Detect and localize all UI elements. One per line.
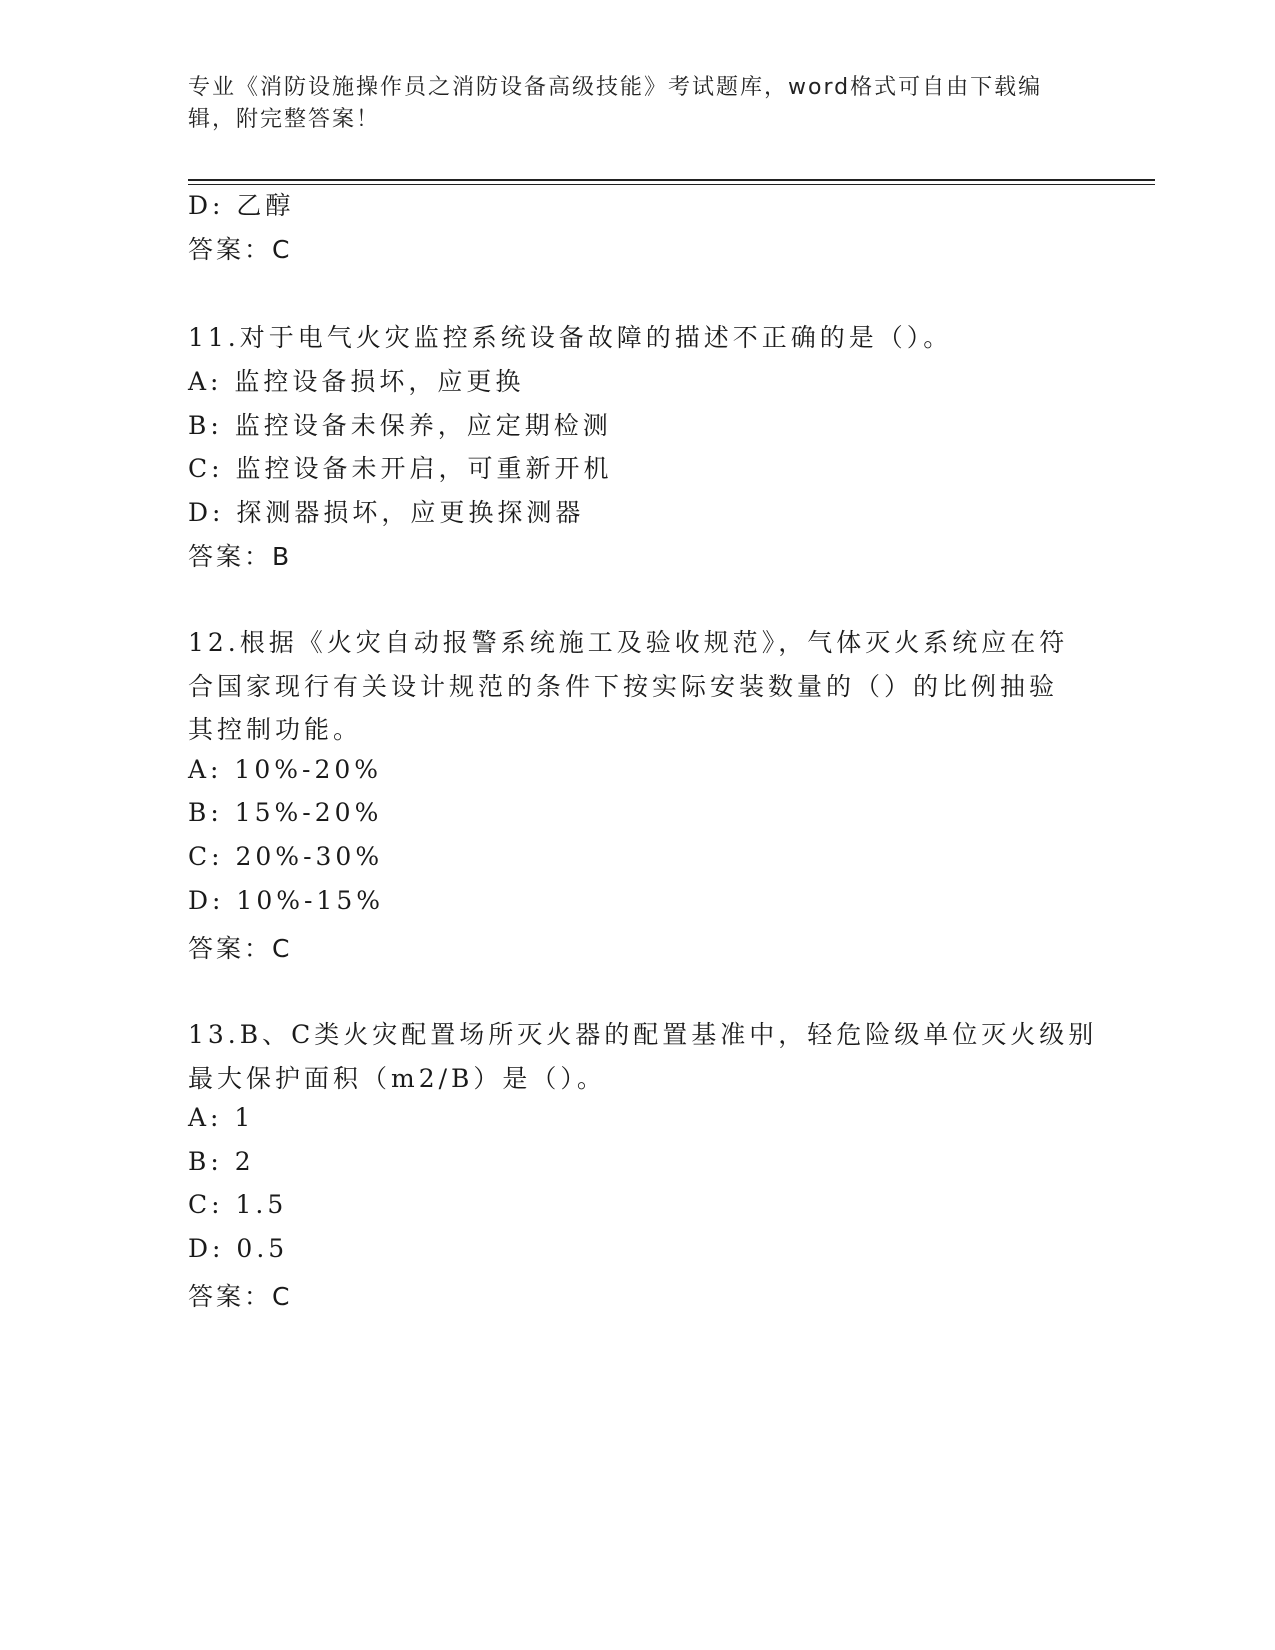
option-d: D: 0.5 <box>188 1234 289 1263</box>
option-b: B: 2 <box>188 1147 255 1176</box>
option-c: C: 监控设备未开启，可重新开机 <box>188 454 613 483</box>
option-c: C: 20%-30% <box>188 842 384 871</box>
option-a: A: 监控设备损坏，应更换 <box>188 367 525 396</box>
prev-answer: 答案：C <box>188 235 293 264</box>
prev-option-d: D: 乙醇 <box>188 191 295 220</box>
question-stem-line: 11.对于电气火灾监控系统设备故障的描述不正确的是（）。 <box>188 323 953 352</box>
option-c: C: 1.5 <box>188 1190 288 1219</box>
question-stem-line: 12.根据《火灾自动报警系统施工及验收规范》，气体灭火系统应在符 <box>188 628 1069 657</box>
header-line-2: 辑，附完整答案！ <box>188 107 381 132</box>
option-a: A: 1 <box>188 1103 255 1132</box>
answer: 答案：C <box>188 1282 293 1311</box>
header-divider-thin <box>188 184 1155 185</box>
option-d: D: 10%-15% <box>188 886 384 915</box>
option-b: B: 监控设备未保养，应定期检测 <box>188 411 612 440</box>
answer: 答案：C <box>188 934 293 963</box>
question-stem-line: 最大保护面积（m2/B）是（）。 <box>188 1064 606 1093</box>
document-header <box>188 72 1088 136</box>
option-b: B: 15%-20% <box>188 798 383 827</box>
option-d: D: 探测器损坏，应更换探测器 <box>188 498 585 527</box>
question-stem-line: 13.B、C类火灾配置场所灭火器的配置基准中，轻危险级单位灭火级别 <box>188 1020 1098 1049</box>
question-stem-line: 其控制功能。 <box>188 715 363 744</box>
header-divider-thick <box>188 179 1155 181</box>
question-stem-line: 合国家现行有关设计规范的条件下按实际安装数量的（）的比例抽验 <box>188 672 1059 701</box>
header-line-1: 专业《消防设施操作员之消防设备高级技能》考试题库，word格式可自由下载编 <box>188 75 1043 100</box>
option-a: A: 10%-20% <box>188 755 383 784</box>
answer: 答案：B <box>188 542 293 571</box>
